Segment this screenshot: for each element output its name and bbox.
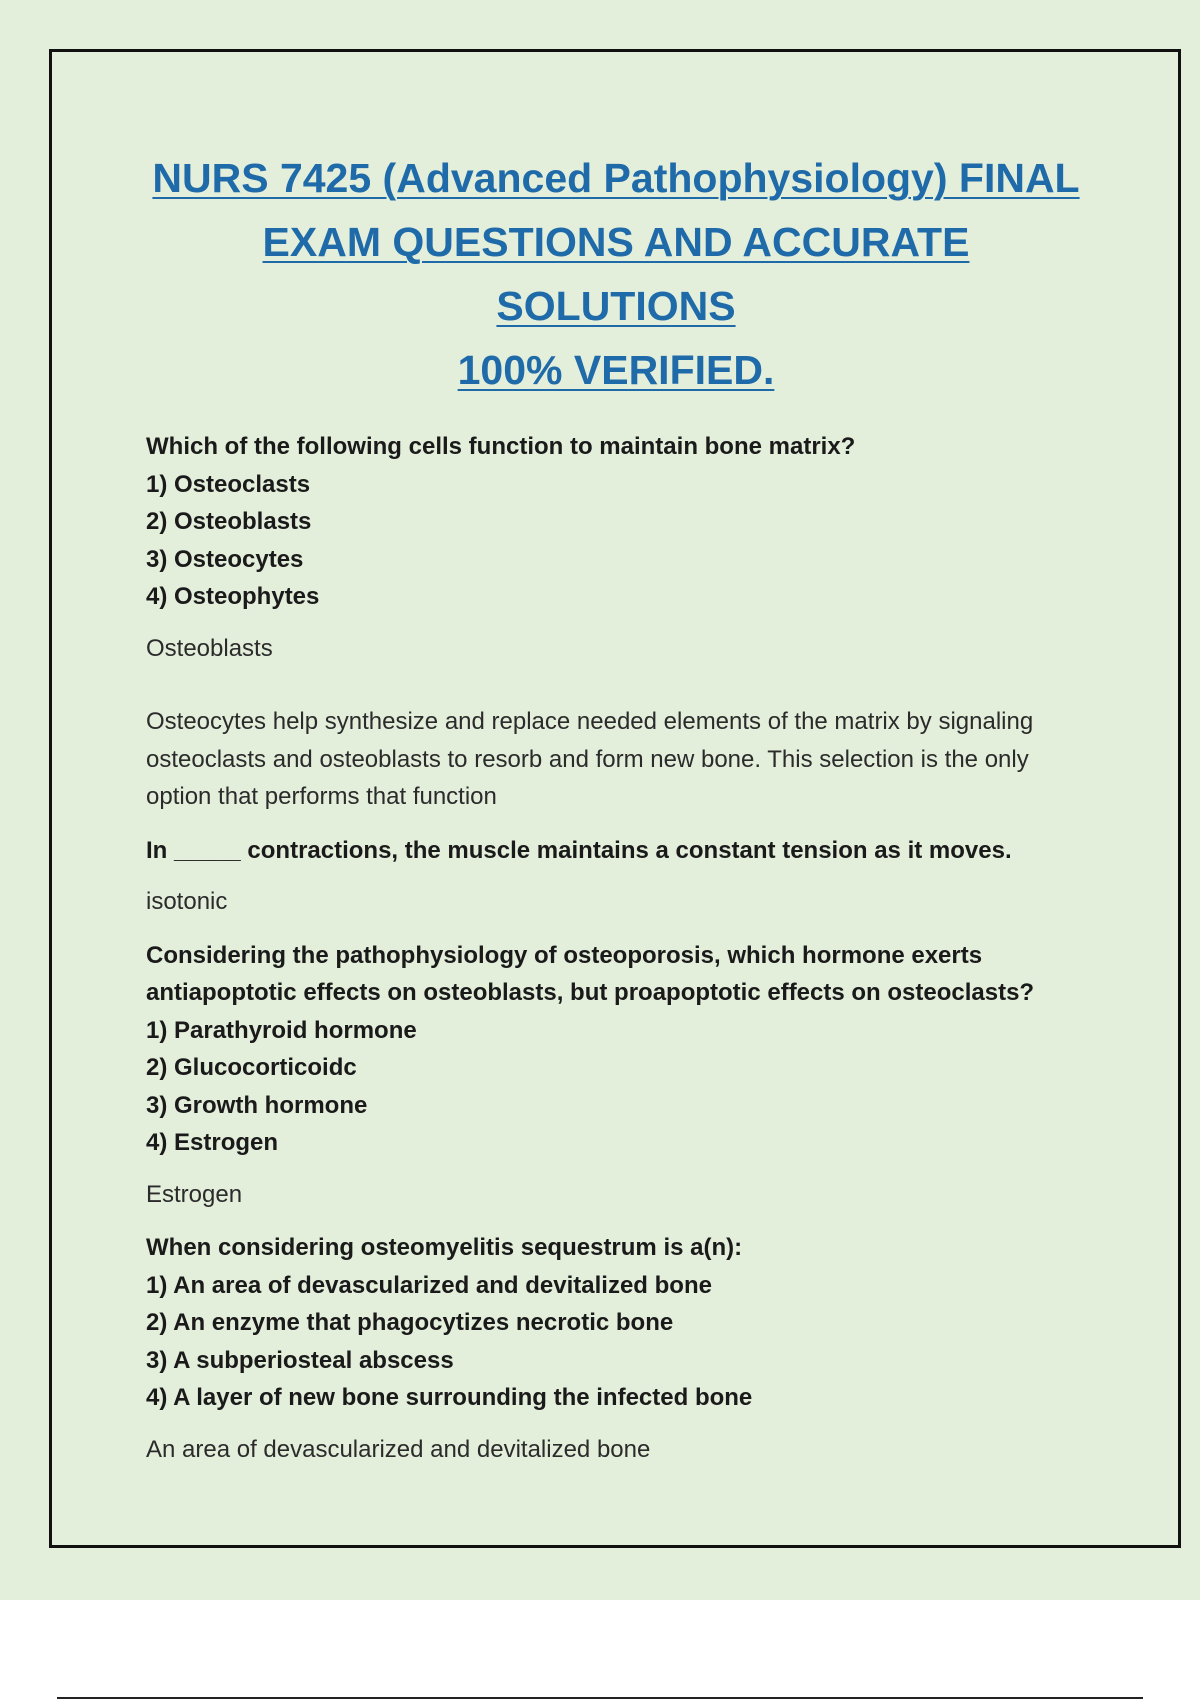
question-4-text: When considering osteomyelitis sequestrum is a(n): bbox=[146, 1234, 743, 1261]
footer-divider bbox=[57, 1697, 1143, 1699]
question-2-text: In _____ contractions, the muscle maintains a constant tension as it moves. bbox=[146, 836, 1012, 864]
title-line-3: 100% VERIFIED. bbox=[457, 347, 775, 393]
question-block-2 bbox=[146, 832, 1086, 921]
option-2: 2) Glucocorticoidc bbox=[146, 1054, 357, 1081]
title-line-2: EXAM QUESTIONS AND ACCURATE SOLUTIONS bbox=[262, 219, 970, 329]
question-block-3 bbox=[146, 937, 1086, 1214]
document-title bbox=[146, 146, 1086, 402]
option-2: 2) An enzyme that phagocytizes necrotic bone bbox=[146, 1309, 674, 1336]
question-1-options bbox=[146, 466, 1086, 616]
question-1-explanation: Osteocytes help synthesize and replace needed elements of the matrix by signaling osteoclasts and osteoblasts to resorb and form new bone. This selection is the only option that performs that function bbox=[146, 708, 1034, 810]
question-1-answer: Osteoblasts bbox=[146, 634, 273, 662]
option-3: 3) A subperiosteal abscess bbox=[146, 1346, 454, 1374]
document-content bbox=[146, 146, 1086, 1468]
question-4-answer: An area of devascularized and devitalized bone bbox=[146, 1435, 651, 1463]
option-3: 3) Osteocytes bbox=[146, 545, 304, 573]
option-3: 3) Growth hormone bbox=[146, 1091, 368, 1119]
option-2: 2) Osteoblasts bbox=[146, 508, 312, 535]
option-1: 1) An area of devascularized and devitalized bone bbox=[146, 1271, 712, 1299]
question-3-options bbox=[146, 1012, 1086, 1162]
spacer bbox=[146, 921, 1086, 937]
option-1: 1) Parathyroid hormone bbox=[146, 1016, 417, 1044]
title-line-1: NURS 7425 (Advanced Pathophysiology) FINAL bbox=[152, 155, 1080, 201]
question-block-4 bbox=[146, 1229, 1086, 1468]
option-4: 4) Osteophytes bbox=[146, 583, 320, 610]
question-2-answer: isotonic bbox=[146, 888, 228, 915]
question-3-text-line-2: antiapoptotic effects on osteoblasts, but proapoptotic effects on osteoclasts? bbox=[146, 979, 1035, 1006]
question-3-answer: Estrogen bbox=[146, 1180, 243, 1208]
question-1-text: Which of the following cells function to maintain bone matrix? bbox=[146, 433, 856, 460]
spacer bbox=[146, 1213, 1086, 1229]
question-4-options bbox=[146, 1267, 1086, 1417]
spacer bbox=[146, 816, 1086, 832]
option-1: 1) Osteoclasts bbox=[146, 470, 311, 498]
option-4: 4) Estrogen bbox=[146, 1129, 279, 1156]
option-4: 4) A layer of new bone surrounding the infected bone bbox=[146, 1384, 753, 1411]
question-block-1 bbox=[146, 428, 1086, 816]
question-3-text-line-1: Considering the pathophysiology of osteoporosis, which hormone exerts bbox=[146, 941, 983, 969]
